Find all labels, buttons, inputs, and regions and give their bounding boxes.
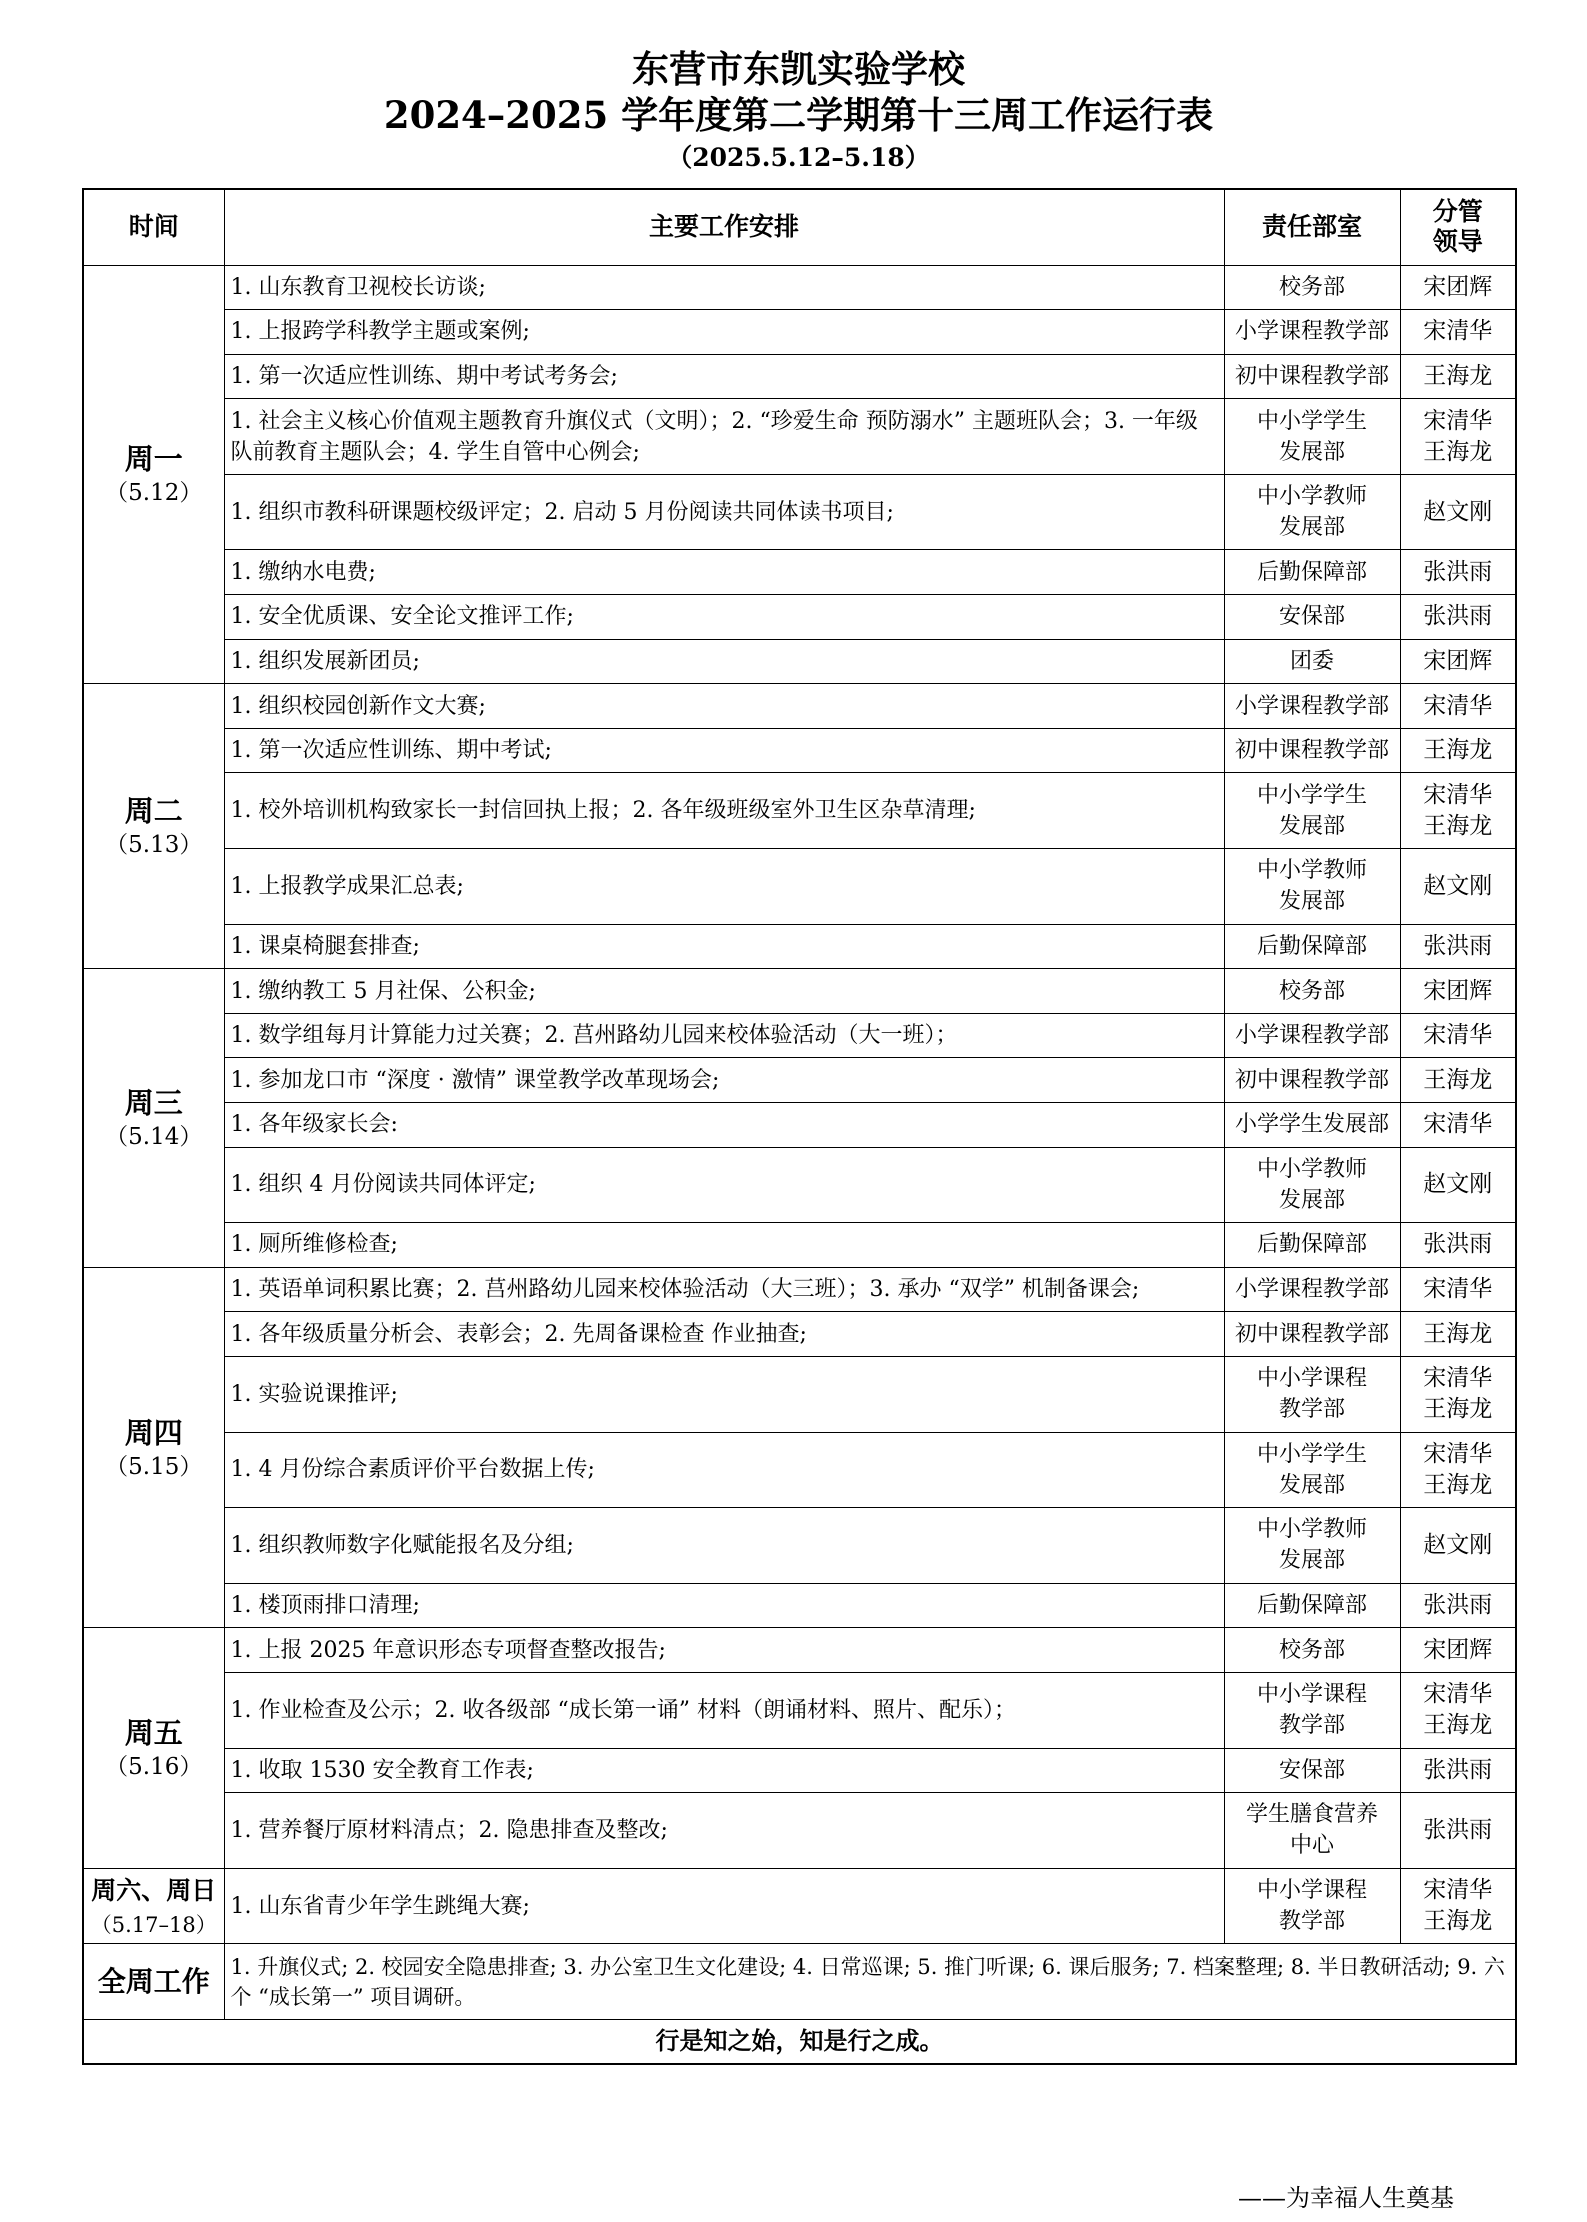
table-row (83, 1147, 1516, 1223)
date-range: （2025.5.12–5.18） (667, 143, 930, 172)
work-item: 1. 楼顶雨排口清理; (224, 1583, 1224, 1628)
dept-name: 中小学学生 (1256, 782, 1367, 808)
work-item: 1. 实验说课推评; (224, 1356, 1224, 1432)
dept-name: 发展部 (1278, 1472, 1345, 1498)
dept-cell (1224, 849, 1400, 925)
dept-name: 初中课程教学部 (1234, 1321, 1389, 1347)
table-row (83, 1356, 1516, 1432)
dept-cell (1224, 399, 1400, 475)
work-item: 1. 课桌椅腿套排查; (224, 924, 1224, 969)
work-item: 1. 第一次适应性训练、期中考试; (224, 728, 1224, 773)
dept-name: 小学课程教学部 (1234, 1023, 1389, 1049)
dept-cell (1224, 1267, 1400, 1312)
leader-cell (1400, 728, 1516, 773)
school-name: 东营市东凯实验学校 (632, 47, 965, 91)
dept-name: 小学课程教学部 (1234, 693, 1389, 719)
table-row (83, 1267, 1516, 1312)
leader-name: 宋清华 (1423, 1365, 1493, 1392)
leader-cell (1400, 310, 1516, 355)
leader-cell (1400, 684, 1516, 729)
table-row (83, 1583, 1516, 1628)
table-row (83, 1793, 1516, 1869)
leader-name: 赵文刚 (1423, 1171, 1493, 1198)
table-row (83, 399, 1516, 475)
work-item: 1. 缴纳教工 5 月社保、公积金; (224, 969, 1224, 1014)
leader-cell (1400, 1147, 1516, 1223)
header-leader-line: 领导 (1432, 227, 1483, 257)
work-item: 1. 作业检查及公示；2. 收各级部 “成长第一诵” 材料（朗诵材料、照片、配乐）； (224, 1672, 1224, 1748)
day-label: 周五 (124, 1716, 183, 1751)
dept-cell (1224, 1793, 1400, 1869)
work-item: 1. 上报 2025 年意识形态专项督查整改报告; (224, 1628, 1224, 1673)
dept-name: 校务部 (1278, 274, 1345, 300)
leader-cell (1400, 265, 1516, 310)
day-date: （5.12） (105, 480, 203, 507)
table-row (83, 1013, 1516, 1058)
leader-cell (1400, 969, 1516, 1014)
dept-cell (1224, 595, 1400, 640)
dept-cell (1224, 1147, 1400, 1223)
dept-cell (1224, 310, 1400, 355)
leader-cell (1400, 1103, 1516, 1148)
work-item: 1. 组织市教科研课题校级评定；2. 启动 5 月份阅读共同体读书项目; (224, 474, 1224, 550)
table-row (83, 1312, 1516, 1357)
leader-cell (1400, 1223, 1516, 1268)
table-row (83, 1223, 1516, 1268)
leader-name: 宋清华 (1423, 692, 1493, 719)
table-row (83, 1868, 1516, 1944)
leader-name: 王海龙 (1423, 812, 1493, 839)
weekly-schedule-table (82, 188, 1517, 2065)
table-row (83, 474, 1516, 550)
work-item: 1. 组织 4 月份阅读共同体评定; (224, 1147, 1224, 1223)
leader-cell (1400, 550, 1516, 595)
table-row (83, 684, 1516, 729)
work-item: 1. 上报跨学科教学主题或案例; (224, 310, 1224, 355)
work-item: 1. 4 月份综合素质评价平台数据上传; (224, 1432, 1224, 1508)
table-row (83, 1672, 1516, 1748)
leader-cell (1400, 849, 1516, 925)
dept-cell (1224, 474, 1400, 550)
leader-name: 张洪雨 (1423, 558, 1493, 585)
work-item: 1. 参加龙口市 “深度 · 激情” 课堂教学改革现场会; (224, 1058, 1224, 1103)
week-work-label: 全周工作 (83, 1944, 224, 2020)
leader-name: 张洪雨 (1423, 1816, 1493, 1843)
dept-cell (1224, 1058, 1400, 1103)
leader-name: 宋清华 (1423, 318, 1493, 345)
dept-name: 中小学教师 (1256, 1517, 1367, 1543)
table-row (83, 728, 1516, 773)
work-item: 1. 各年级家长会: (224, 1103, 1224, 1148)
motto-row (83, 2019, 1516, 2064)
table-row (83, 639, 1516, 684)
dept-name: 发展部 (1278, 889, 1345, 915)
day-cell (83, 1868, 224, 1944)
dept-name: 安保部 (1278, 1757, 1345, 1783)
leader-cell (1400, 1748, 1516, 1793)
leader-name: 王海龙 (1423, 1396, 1493, 1423)
leader-name: 宋清华 (1423, 1111, 1493, 1138)
leader-name: 宋团辉 (1423, 977, 1493, 1004)
dept-cell (1224, 773, 1400, 849)
leader-cell (1400, 773, 1516, 849)
leader-name: 宋清华 (1423, 407, 1493, 434)
header-leader-line: 分管 (1432, 197, 1483, 227)
leader-cell (1400, 1672, 1516, 1748)
leader-name: 张洪雨 (1423, 1756, 1493, 1783)
dept-name: 小学学生发展部 (1234, 1112, 1389, 1138)
work-item: 1. 营养餐厅原材料清点；2. 隐患排查及整改; (224, 1793, 1224, 1869)
dept-name: 学生膳食营养 (1245, 1802, 1378, 1828)
dept-cell (1224, 1013, 1400, 1058)
leader-cell (1400, 1058, 1516, 1103)
day-cell (83, 969, 224, 1268)
leader-name: 宋清华 (1423, 1681, 1493, 1708)
leader-name: 宋清华 (1423, 1276, 1493, 1303)
leader-cell (1400, 1013, 1516, 1058)
dept-cell (1224, 969, 1400, 1014)
leader-cell (1400, 354, 1516, 399)
day-date: （5.14） (105, 1124, 203, 1150)
leader-name: 宋清华 (1423, 1440, 1493, 1467)
dept-name: 中心 (1289, 1833, 1334, 1859)
leader-name: 赵文刚 (1423, 1531, 1493, 1558)
dept-cell (1224, 354, 1400, 399)
dept-cell (1224, 1583, 1400, 1628)
dept-cell (1224, 684, 1400, 729)
dept-name: 中小学学生 (1256, 408, 1367, 434)
table-row (83, 773, 1516, 849)
day-label: 周二 (124, 794, 183, 829)
week-work-row (83, 1944, 1516, 2020)
leader-name: 宋清华 (1423, 1877, 1493, 1904)
dept-cell (1224, 639, 1400, 684)
leader-name: 王海龙 (1423, 1908, 1493, 1935)
dept-name: 发展部 (1278, 439, 1345, 465)
dept-name: 后勤保障部 (1256, 933, 1367, 959)
table-row (83, 550, 1516, 595)
header-row (83, 189, 1516, 265)
leader-name: 王海龙 (1423, 1066, 1493, 1093)
table-row (83, 924, 1516, 969)
day-date: （5.16） (105, 1754, 203, 1781)
table-row (83, 1748, 1516, 1793)
day-label: 周三 (124, 1086, 183, 1120)
leader-name: 王海龙 (1423, 737, 1493, 764)
work-item: 1. 校外培训机构致家长一封信回执上报；2. 各年级班级室外卫生区杂草清理; (224, 773, 1224, 849)
work-item: 1. 组织发展新团员; (224, 639, 1224, 684)
table-row (83, 354, 1516, 399)
table-row (83, 265, 1516, 310)
dept-cell (1224, 1672, 1400, 1748)
dept-name: 后勤保障部 (1256, 559, 1367, 585)
dept-name: 初中课程教学部 (1234, 363, 1389, 389)
dept-name: 中小学学生 (1256, 1441, 1367, 1467)
leader-cell (1400, 639, 1516, 684)
leader-cell (1400, 595, 1516, 640)
week-work-items: 1. 升旗仪式; 2. 校园安全隐患排查; 3. 办公室卫生文化建设; 4. 日常巡课; 5. 推门听课; 6. 课后服务; 7. 档案整理; 8. 半日教研活动; 9. 六个 “成长第一” 项目调研。 (224, 1944, 1516, 2020)
table-row (83, 595, 1516, 640)
table-row (83, 1432, 1516, 1508)
leader-name: 王海龙 (1423, 362, 1493, 389)
leader-cell (1400, 924, 1516, 969)
leader-name: 宋清华 (1423, 781, 1493, 808)
leader-cell (1400, 1267, 1516, 1312)
work-item: 1. 第一次适应性训练、期中考试考务会; (224, 354, 1224, 399)
dept-cell (1224, 1432, 1400, 1508)
day-date: （5.13） (105, 832, 203, 859)
dept-name: 中小学教师 (1256, 1156, 1367, 1182)
leader-name: 王海龙 (1423, 438, 1493, 465)
header-work: 主要工作安排 (224, 189, 1224, 265)
dept-name: 小学课程教学部 (1234, 1277, 1389, 1303)
work-item: 1. 山东教育卫视校长访谈; (224, 265, 1224, 310)
dept-name: 发展部 (1278, 1187, 1345, 1213)
header-dept: 责任部室 (1224, 189, 1400, 265)
motto-text: 行是知之始，知是行之成。 (83, 2019, 1516, 2064)
dept-name: 发展部 (1278, 515, 1345, 541)
dept-cell (1224, 1223, 1400, 1268)
header-leader (1400, 189, 1516, 265)
dept-name: 校务部 (1278, 978, 1345, 1004)
dept-cell (1224, 1312, 1400, 1357)
leader-name: 王海龙 (1423, 1712, 1493, 1739)
leader-name: 张洪雨 (1423, 932, 1493, 959)
leader-cell (1400, 1356, 1516, 1432)
day-cell (83, 1267, 224, 1628)
dept-name: 教学部 (1278, 1397, 1345, 1423)
leader-name: 王海龙 (1423, 1320, 1493, 1347)
leader-name: 张洪雨 (1423, 603, 1493, 630)
dept-cell (1224, 1508, 1400, 1584)
leader-cell (1400, 1628, 1516, 1673)
leader-cell (1400, 474, 1516, 550)
dept-name: 发展部 (1278, 1548, 1345, 1574)
document-title (82, 46, 1515, 178)
work-item: 1. 组织校园创新作文大赛; (224, 684, 1224, 729)
dept-name: 中小学教师 (1256, 484, 1367, 510)
dept-name: 团委 (1289, 648, 1334, 674)
day-label: 周四 (124, 1415, 183, 1450)
table-row (83, 1058, 1516, 1103)
table-row (83, 1628, 1516, 1673)
dept-cell (1224, 550, 1400, 595)
leader-cell (1400, 1793, 1516, 1869)
dept-name: 初中课程教学部 (1234, 738, 1389, 764)
header-time: 时间 (83, 189, 224, 265)
leader-name: 赵文刚 (1423, 498, 1493, 525)
dept-name: 教学部 (1278, 1909, 1345, 1935)
dept-name: 发展部 (1278, 813, 1345, 839)
dept-name: 中小学课程 (1256, 1682, 1367, 1708)
leader-name: 宋团辉 (1423, 647, 1493, 674)
day-label: 周一 (124, 442, 183, 477)
leader-name: 宋清华 (1423, 1022, 1493, 1049)
dept-name: 中小学课程 (1256, 1366, 1367, 1392)
dept-name: 初中课程教学部 (1234, 1067, 1389, 1093)
day-label: 周六、周日 (91, 1876, 217, 1906)
leader-name: 赵文刚 (1423, 872, 1493, 899)
dept-cell (1224, 1868, 1400, 1944)
table-row (83, 1103, 1516, 1148)
leader-name: 张洪雨 (1423, 1592, 1493, 1619)
work-item: 1. 山东省青少年学生跳绳大赛; (224, 1868, 1224, 1944)
leader-cell (1400, 1868, 1516, 1944)
dept-cell (1224, 1628, 1400, 1673)
leader-name: 王海龙 (1423, 1471, 1493, 1498)
leader-name: 张洪雨 (1423, 1231, 1493, 1258)
day-cell (83, 265, 224, 684)
work-item: 1. 英语单词积累比赛；2. 莒州路幼儿园来校体验活动（大三班）；3. 承办 “双学” 机制备课会; (224, 1267, 1224, 1312)
leader-cell (1400, 1312, 1516, 1357)
dept-name: 教学部 (1278, 1713, 1345, 1739)
work-item: 1. 各年级质量分析会、表彰会；2. 先周备课检查 作业抽查; (224, 1312, 1224, 1357)
dept-cell (1224, 1356, 1400, 1432)
dept-name: 后勤保障部 (1256, 1232, 1367, 1258)
leader-cell (1400, 1583, 1516, 1628)
table-row (83, 849, 1516, 925)
work-item: 1. 安全优质课、安全论文推评工作; (224, 595, 1224, 640)
work-item: 1. 数学组每月计算能力过关赛；2. 莒州路幼儿园来校体验活动（大一班）； (224, 1013, 1224, 1058)
work-item: 1. 缴纳水电费; (224, 550, 1224, 595)
dept-name: 中小学课程 (1256, 1878, 1367, 1904)
dept-cell (1224, 265, 1400, 310)
work-item: 1. 上报教学成果汇总表; (224, 849, 1224, 925)
dept-name: 中小学教师 (1256, 858, 1367, 884)
dept-cell (1224, 1748, 1400, 1793)
leader-cell (1400, 1508, 1516, 1584)
dept-name: 安保部 (1278, 604, 1345, 630)
leader-cell (1400, 399, 1516, 475)
dept-cell (1224, 1103, 1400, 1148)
schedule-title: 2024–2025 学年度第二学期第十三周工作运行表 (383, 93, 1214, 137)
leader-name: 宋团辉 (1423, 1636, 1493, 1663)
leader-name: 宋团辉 (1423, 273, 1493, 300)
dept-name: 后勤保障部 (1256, 1593, 1367, 1619)
table-row (83, 969, 1516, 1014)
dept-name: 小学课程教学部 (1234, 319, 1389, 345)
dept-cell (1224, 924, 1400, 969)
leader-cell (1400, 1432, 1516, 1508)
dept-name: 校务部 (1278, 1637, 1345, 1663)
day-date: （5.17–18） (90, 1913, 217, 1938)
work-item: 1. 组织教师数字化赋能报名及分组; (224, 1508, 1224, 1584)
work-item: 1. 社会主义核心价值观主题教育升旗仪式（文明）；2. “珍爱生命 预防溺水” 主题班队会；3. 一年级队前教育主题队会；4. 学生自管中心例会; (224, 399, 1224, 475)
work-item: 1. 厕所维修检查; (224, 1223, 1224, 1268)
table-row (83, 310, 1516, 355)
dept-cell (1224, 728, 1400, 773)
day-date: （5.15） (105, 1453, 203, 1480)
day-cell (83, 1628, 224, 1868)
table-row (83, 1508, 1516, 1584)
work-item: 1. 收取 1530 安全教育工作表; (224, 1748, 1224, 1793)
footer-slogan: ——为幸福人生奠基 (1238, 2184, 1454, 2212)
day-cell (83, 684, 224, 969)
